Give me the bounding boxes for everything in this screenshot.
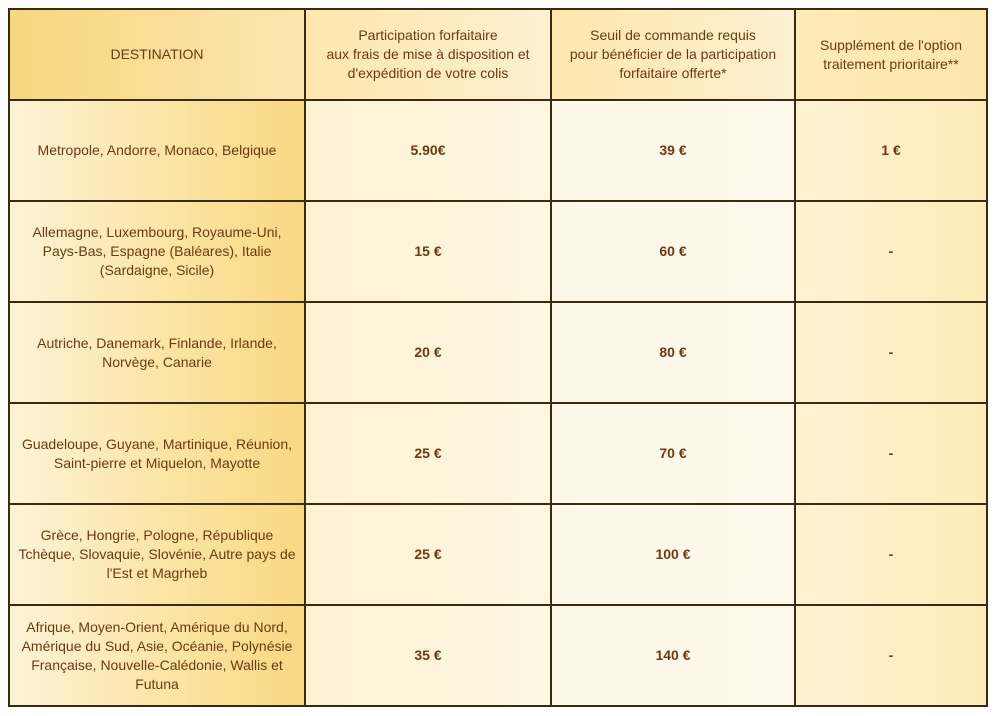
supplement-value: - xyxy=(888,647,894,663)
cell-participation xyxy=(305,302,551,403)
cell-destination xyxy=(9,302,305,403)
header-participation-label: Participation forfaitaire aux frais de mise à disposition et d'expédition de votre colis xyxy=(326,27,530,81)
cell-supplement xyxy=(795,605,987,706)
cell-seuil xyxy=(551,100,795,201)
cell-supplement xyxy=(795,302,987,403)
supplement-value: - xyxy=(888,546,894,562)
cell-participation xyxy=(305,201,551,302)
seuil-value: 140 € xyxy=(655,647,691,663)
header-seuil xyxy=(551,9,795,100)
destination-text: Grèce, Hongrie, Pologne, République Tchèque, Slovaquie, Slovénie, Autre pays de l'Est et Magrheb xyxy=(18,527,296,581)
cell-destination xyxy=(9,605,305,706)
cell-seuil xyxy=(551,302,795,403)
cell-destination xyxy=(9,100,305,201)
cell-supplement xyxy=(795,201,987,302)
supplement-value: - xyxy=(888,243,894,259)
header-seuil-label: Seuil de commande requis pour bénéficier de la participation forfaitaire offerte* xyxy=(569,27,777,81)
cell-seuil xyxy=(551,504,795,605)
table-row xyxy=(9,504,987,605)
destination-text: Allemagne, Luxembourg, Royaume-Uni, Pays-Bas, Espagne (Baléares), Italie (Sardaigne, Sicile) xyxy=(32,224,282,278)
cell-participation xyxy=(305,100,551,201)
supplement-value: 1 € xyxy=(881,142,901,158)
header-participation xyxy=(305,9,551,100)
destination-text: Metropole, Andorre, Monaco, Belgique xyxy=(37,142,277,158)
destination-text: Autriche, Danemark, Finlande, Irlande, Norvège, Canarie xyxy=(37,334,277,370)
cell-supplement xyxy=(795,100,987,201)
seuil-value: 100 € xyxy=(655,546,691,562)
cell-participation xyxy=(305,403,551,504)
supplement-value: - xyxy=(888,344,894,360)
cell-seuil xyxy=(551,605,795,706)
header-destination xyxy=(9,9,305,100)
cell-participation xyxy=(305,504,551,605)
participation-value: 15 € xyxy=(414,243,442,259)
cell-supplement xyxy=(795,504,987,605)
cell-seuil xyxy=(551,201,795,302)
destination-text: Guadeloupe, Guyane, Martinique, Réunion, Saint-pierre et Miquelon, Mayotte xyxy=(21,435,293,471)
shipping-rates-container xyxy=(8,8,988,707)
cell-destination xyxy=(9,504,305,605)
table-row xyxy=(9,201,987,302)
seuil-value: 80 € xyxy=(659,344,687,360)
cell-supplement xyxy=(795,403,987,504)
shipping-rates-table xyxy=(8,8,988,707)
participation-value: 25 € xyxy=(414,546,442,562)
header-destination-label: DESTINATION xyxy=(110,46,204,62)
table-row xyxy=(9,605,987,706)
destination-text: Afrique, Moyen-Orient, Amérique du Nord, Amérique du Sud, Asie, Océanie, Polynésie Française, Nouvelle-Calédonie, Wallis et Futuna xyxy=(21,618,293,692)
participation-value: 25 € xyxy=(414,445,442,461)
cell-participation xyxy=(305,605,551,706)
table-row xyxy=(9,403,987,504)
cell-destination xyxy=(9,201,305,302)
supplement-value: - xyxy=(888,445,894,461)
table-header-row xyxy=(9,9,987,100)
participation-value: 5.90€ xyxy=(410,142,446,158)
table-row xyxy=(9,302,987,403)
table-row xyxy=(9,100,987,201)
seuil-value: 39 € xyxy=(659,142,687,158)
cell-destination xyxy=(9,403,305,504)
seuil-value: 60 € xyxy=(659,243,687,259)
participation-value: 20 € xyxy=(414,344,442,360)
participation-value: 35 € xyxy=(414,647,442,663)
cell-seuil xyxy=(551,403,795,504)
seuil-value: 70 € xyxy=(659,445,687,461)
header-supplement xyxy=(795,9,987,100)
header-supplement-label: Supplément de l'option traitement prioritaire** xyxy=(820,36,962,72)
